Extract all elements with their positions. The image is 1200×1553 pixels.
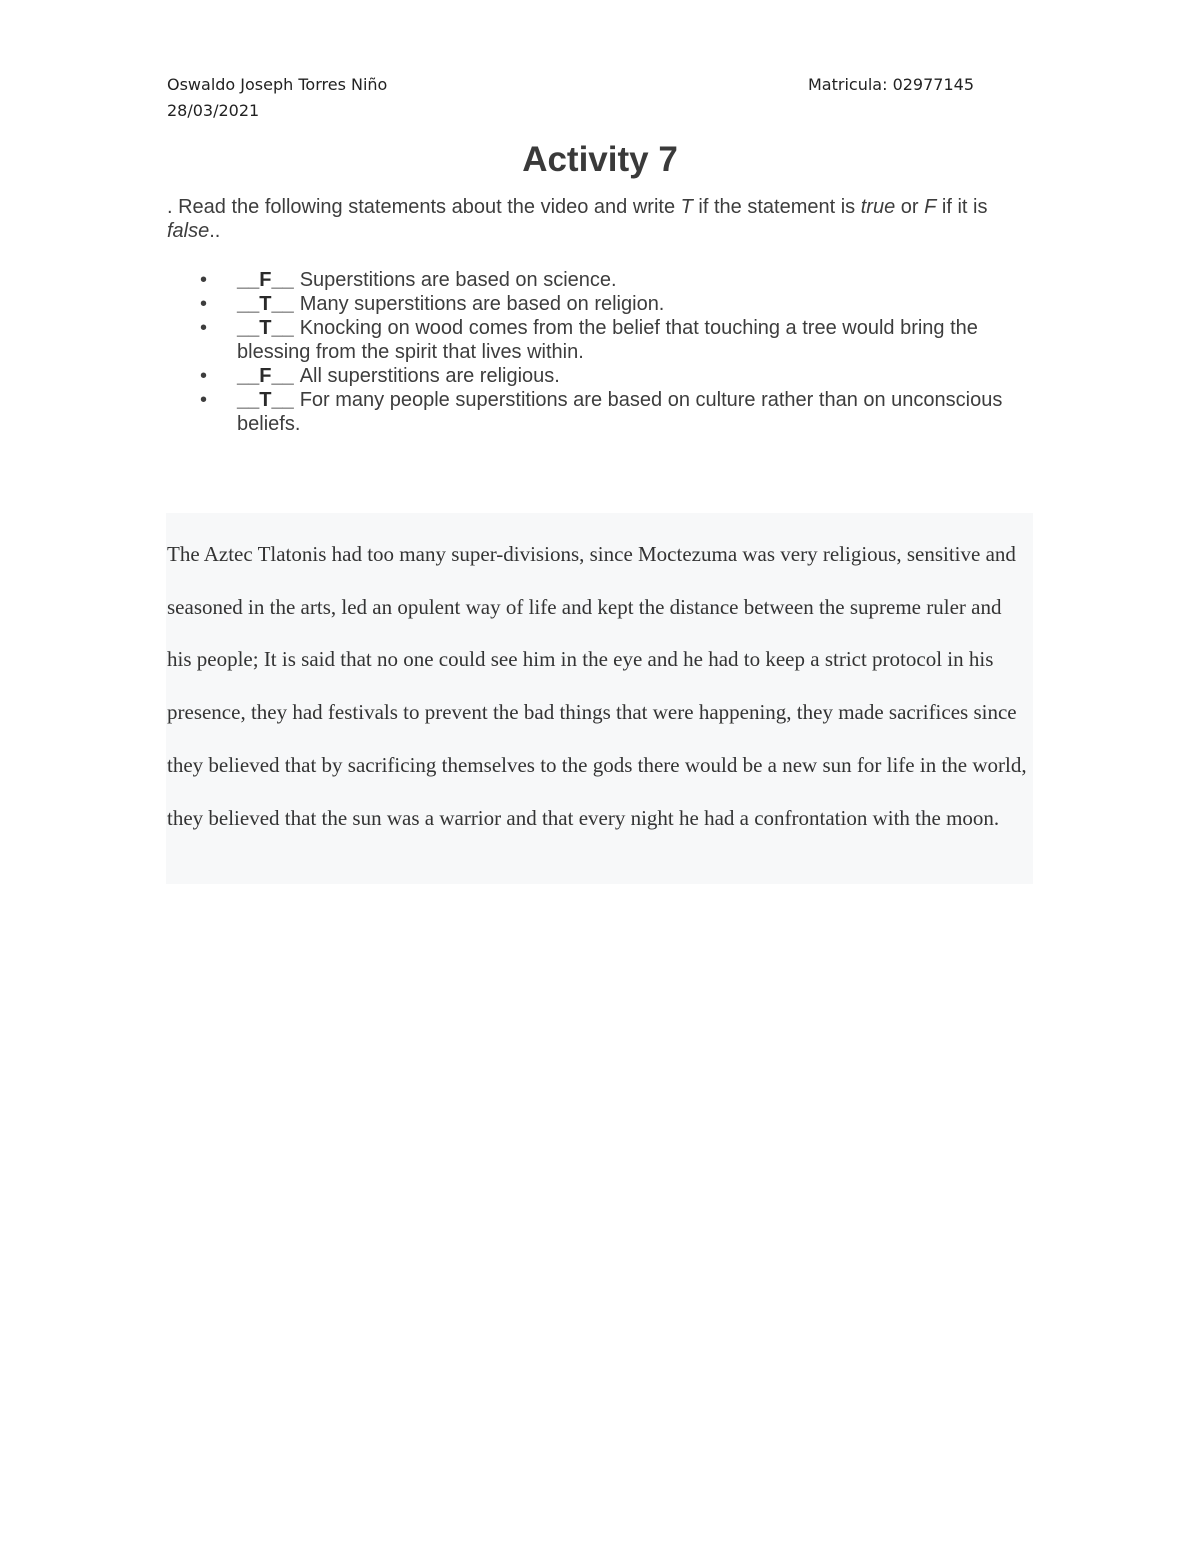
statement-text: For many people superstitions are based on culture rather than on unconscious beliefs. [237, 389, 1003, 435]
bullet-icon: • [200, 365, 208, 387]
list-item [167, 316, 1037, 364]
instructions [167, 195, 1007, 243]
list-item [167, 292, 1037, 316]
instructions-text: if it is [936, 196, 988, 218]
instructions-text: .. [209, 220, 221, 242]
bullet-icon: • [200, 293, 208, 315]
list-item [167, 268, 1037, 292]
instructions-f-letter: F [924, 196, 937, 218]
statement-text: Superstitions are based on science. [299, 269, 617, 291]
essay-paragraph: The Aztec Tlatonis had too many super-divisions, since Moctezuma was very religious, sensitive and seasoned in the arts, led an opulent way of life and kept the distance between the supreme ruler and his people; It is said that no one could see him in the eye and he had to keep a strict protocol in his presence, they had festivals to prevent the bad things that were happening, they made sacrifices since they believed that by sacrificing themselves to the gods there would be a new sun for life in the world, they believed that the sun was a warrior and that every night he had a confrontation with the moon. [167, 542, 1027, 830]
answer-blank: __F__ [237, 365, 294, 387]
statement-text: All superstitions are religious. [299, 365, 560, 387]
instructions-t-letter: T [680, 196, 693, 218]
answer-blank: __T__ [237, 389, 294, 411]
bullet-icon: • [200, 389, 208, 411]
answer-blank: __F__ [237, 269, 294, 291]
bullet-icon: • [200, 317, 208, 339]
statement-list [167, 268, 1037, 436]
list-item [167, 388, 1037, 436]
list-item [167, 364, 1037, 388]
instructions-text: . Read the following statements about the video and write [167, 196, 681, 218]
instructions-false-word: false [167, 220, 210, 242]
page-title: Activity 7 [522, 140, 678, 179]
instructions-text: if the statement is [692, 196, 861, 218]
statement-text: Knocking on wood comes from the belief that touching a tree would bring the blessing from the spirit that lives within. [237, 317, 978, 363]
instructions-true-word: true [860, 196, 896, 218]
matricula: Matricula: 02977145 [808, 75, 975, 94]
date: 28/03/2021 [167, 101, 260, 120]
student-name: Oswaldo Joseph Torres Niño [167, 75, 388, 94]
bullet-icon: • [200, 269, 208, 291]
answer-blank: __T__ [237, 293, 294, 315]
statement-text: Many superstitions are based on religion. [299, 293, 665, 315]
header-left [167, 72, 387, 124]
instructions-text: or [895, 196, 925, 218]
answer-blank: __T__ [237, 317, 294, 339]
